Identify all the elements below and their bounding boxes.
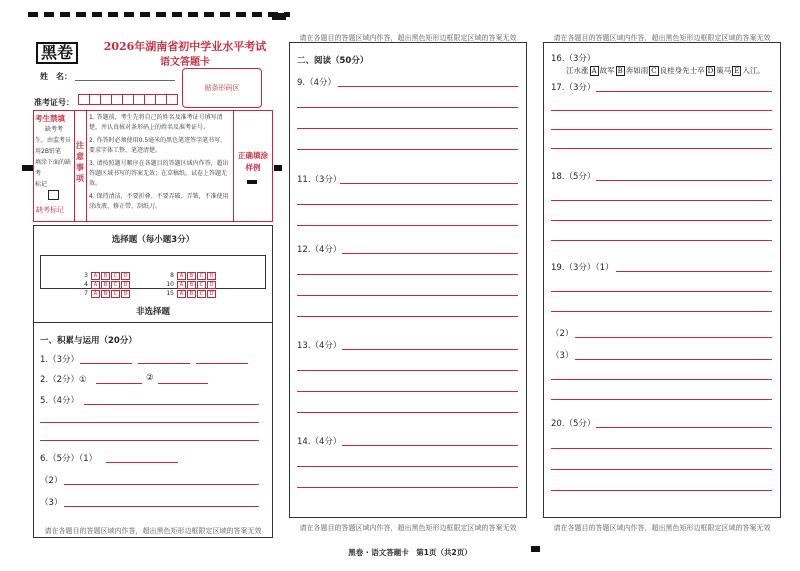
answer-line[interactable] [340, 183, 518, 184]
answer-line[interactable] [40, 422, 259, 423]
answer-line[interactable] [551, 148, 772, 149]
id-label: 准考证号： [34, 98, 74, 107]
card-subtitle: 语文答题卡 [160, 57, 210, 68]
question-1-label: 1.（3分） [40, 355, 80, 365]
answer-line[interactable] [551, 311, 772, 312]
answer-line[interactable] [342, 349, 518, 350]
name-field[interactable] [75, 80, 175, 81]
answer-line[interactable] [596, 427, 772, 428]
question-16-sentence: 江水涨 A 故军 B 奔如雨 C 良桂身先士卒 D 策马 E 入江。 [566, 66, 765, 75]
id-number-boxes[interactable] [78, 94, 178, 105]
choice-title: 选择题（每小题3分） [111, 235, 195, 245]
boundary-note-right-top: 请在各题目的答题区域内作答，超出黑色矩形边框限定区域的答案无效 [553, 34, 771, 42]
question-19-label: 19.（3分）（1） [551, 263, 614, 273]
alignment-mark-top [28, 12, 290, 17]
answer-line[interactable] [64, 506, 259, 507]
answer-line[interactable] [575, 359, 772, 360]
question-6-part3-label: （3） [40, 498, 63, 508]
question-6-label: 6.（5分）（1） [40, 454, 98, 464]
answer-line[interactable] [297, 295, 518, 296]
section2-title: 二、阅读（50分） [297, 56, 369, 66]
answer-line[interactable] [551, 469, 772, 470]
question-17-label: 17.（3分） [551, 83, 596, 93]
answer-line[interactable] [84, 404, 259, 405]
answer-line[interactable] [551, 379, 772, 380]
card-title: 2026年湖南省初中学业水平考试 [103, 40, 267, 53]
answer-line[interactable] [196, 363, 248, 364]
choice-left-group [80, 262, 131, 297]
question-5-label: 5.（4分） [40, 396, 80, 406]
question-2-part2-label: ② [146, 373, 154, 383]
fill-example-title: 正确填涂样例 [238, 151, 268, 172]
notice-divider-3 [233, 110, 234, 222]
answer-line[interactable] [551, 399, 772, 400]
absent-instructions: 缺考考 生，由监考员 用2B铅笔 填涂下面的缺考 标记 [35, 126, 72, 188]
answer-line[interactable] [297, 204, 518, 205]
answer-line[interactable] [297, 412, 518, 413]
answer-line[interactable] [596, 180, 772, 181]
question-9-label: 9.（4分） [297, 78, 337, 88]
page-footer: 黑卷 · 语文答题卡 第1页（共2页） [348, 548, 472, 557]
corner-mark-bottom [531, 546, 540, 552]
choice-row: 8 A B C D [166, 262, 217, 271]
answer-line[interactable] [551, 220, 772, 221]
boundary-note-middle-bottom: 请在各题目的答题区域内作答，超出黑色矩形边框限定区域的答案无效 [299, 524, 517, 532]
choice-right-group [166, 262, 217, 297]
answer-line[interactable] [297, 391, 518, 392]
name-label: 姓 名： [40, 72, 72, 81]
answer-line[interactable] [297, 466, 518, 467]
answer-line[interactable] [297, 370, 518, 371]
nonchoice-title: 非选择题 [135, 307, 170, 317]
choice-row: 7 A B C D [80, 280, 131, 289]
alignment-mark-top-right [272, 13, 286, 20]
answer-line[interactable] [64, 484, 259, 485]
question-16-label: 16.（3分） [551, 54, 596, 64]
answer-line[interactable] [40, 440, 259, 441]
choice-row: 10 A B C D [166, 271, 217, 280]
right-panel [543, 42, 781, 518]
question-19-part3-label: （3） [551, 351, 574, 361]
answer-line[interactable] [616, 271, 772, 272]
question-2-label: 2.（2分）① [40, 375, 87, 385]
answer-line[interactable] [297, 316, 518, 317]
answer-line[interactable] [96, 383, 142, 384]
answer-line[interactable] [596, 91, 772, 92]
answer-line[interactable] [297, 107, 518, 108]
fill-example-mark [247, 180, 257, 184]
choice-row: 4 A B C D [80, 271, 131, 280]
answer-line[interactable] [297, 128, 518, 129]
answer-line[interactable] [297, 225, 518, 226]
answer-line[interactable] [575, 337, 772, 338]
answer-line[interactable] [342, 445, 518, 446]
paper-type-badge: 黑卷 [36, 42, 78, 64]
question-12-label: 12.（4分） [297, 245, 342, 255]
answer-line[interactable] [297, 149, 518, 150]
answer-line[interactable] [338, 86, 518, 87]
question-11-label: 11.（3分） [297, 175, 342, 185]
answer-line[interactable] [342, 253, 518, 254]
absent-box-title: 考生禁填 [35, 114, 65, 123]
notes-list: 1. 答题前，考生先将自己的姓名及准考证号填写清楚，并认真核对条形码上的姓名及准考证号。 2. 作答时必须使用0.5毫米的黑色笔迹签字笔书写，要求字体工整、笔迹清楚。 3. 请按照题号顺序在各题目的答题区域内作答，超出答题区域书写的答案无效；在草稿纸、试卷上答题无效。 4. 保持清洁，不要折叠、不要弄破、弄皱，不准使用涂改液、修正带、刮纸刀。 [89, 114, 229, 210]
choice-row: 15 A B C D [166, 280, 217, 289]
answer-line[interactable] [297, 274, 518, 275]
absent-mark-label: 缺考标记 [36, 206, 64, 214]
question-14-label: 14.（4分） [297, 437, 342, 447]
answer-line[interactable] [158, 383, 208, 384]
side-mark-mid [274, 165, 282, 171]
question-13-label: 13.（4分） [297, 341, 342, 351]
notice-divider-2 [86, 110, 87, 222]
boundary-note-left: 请在各题目的答题区域内作答，超出黑色矩形边框限定区域的答案无效 [44, 527, 262, 535]
nonchoice-divider [33, 322, 273, 323]
question-6-part2-label: （2） [40, 476, 63, 486]
question-20-label: 20.（5分） [551, 419, 596, 429]
answer-line[interactable] [80, 363, 132, 364]
answer-line[interactable] [551, 129, 772, 130]
choice-grid [40, 255, 266, 289]
answer-line[interactable] [551, 448, 772, 449]
answer-line[interactable] [551, 291, 772, 292]
notes-title: 注意事项 [76, 141, 84, 183]
notice-divider-1 [74, 110, 75, 222]
question-19-part2-label: （2） [551, 329, 574, 339]
boundary-note-middle-top: 请在各题目的答题区域内作答，超出黑色矩形边框限定区域的答案无效 [299, 34, 517, 42]
section1-title: 一、积累与运用（20分） [40, 336, 137, 346]
answer-line[interactable] [551, 200, 772, 201]
answer-line[interactable] [551, 240, 772, 241]
answer-line[interactable] [138, 363, 190, 364]
answer-line[interactable] [551, 110, 772, 111]
question-18-label: 18.（5分） [551, 172, 596, 182]
boundary-note-right-bottom: 请在各题目的答题区域内作答，超出黑色矩形边框限定区域的答案无效 [553, 524, 771, 532]
answer-line[interactable] [106, 462, 178, 463]
answer-line[interactable] [551, 490, 772, 491]
choice-row: 3 A B C D [80, 262, 131, 271]
absent-mark-box[interactable] [48, 190, 59, 200]
barcode-area: 贴条形码区 [182, 68, 262, 108]
answer-line[interactable] [297, 487, 518, 488]
